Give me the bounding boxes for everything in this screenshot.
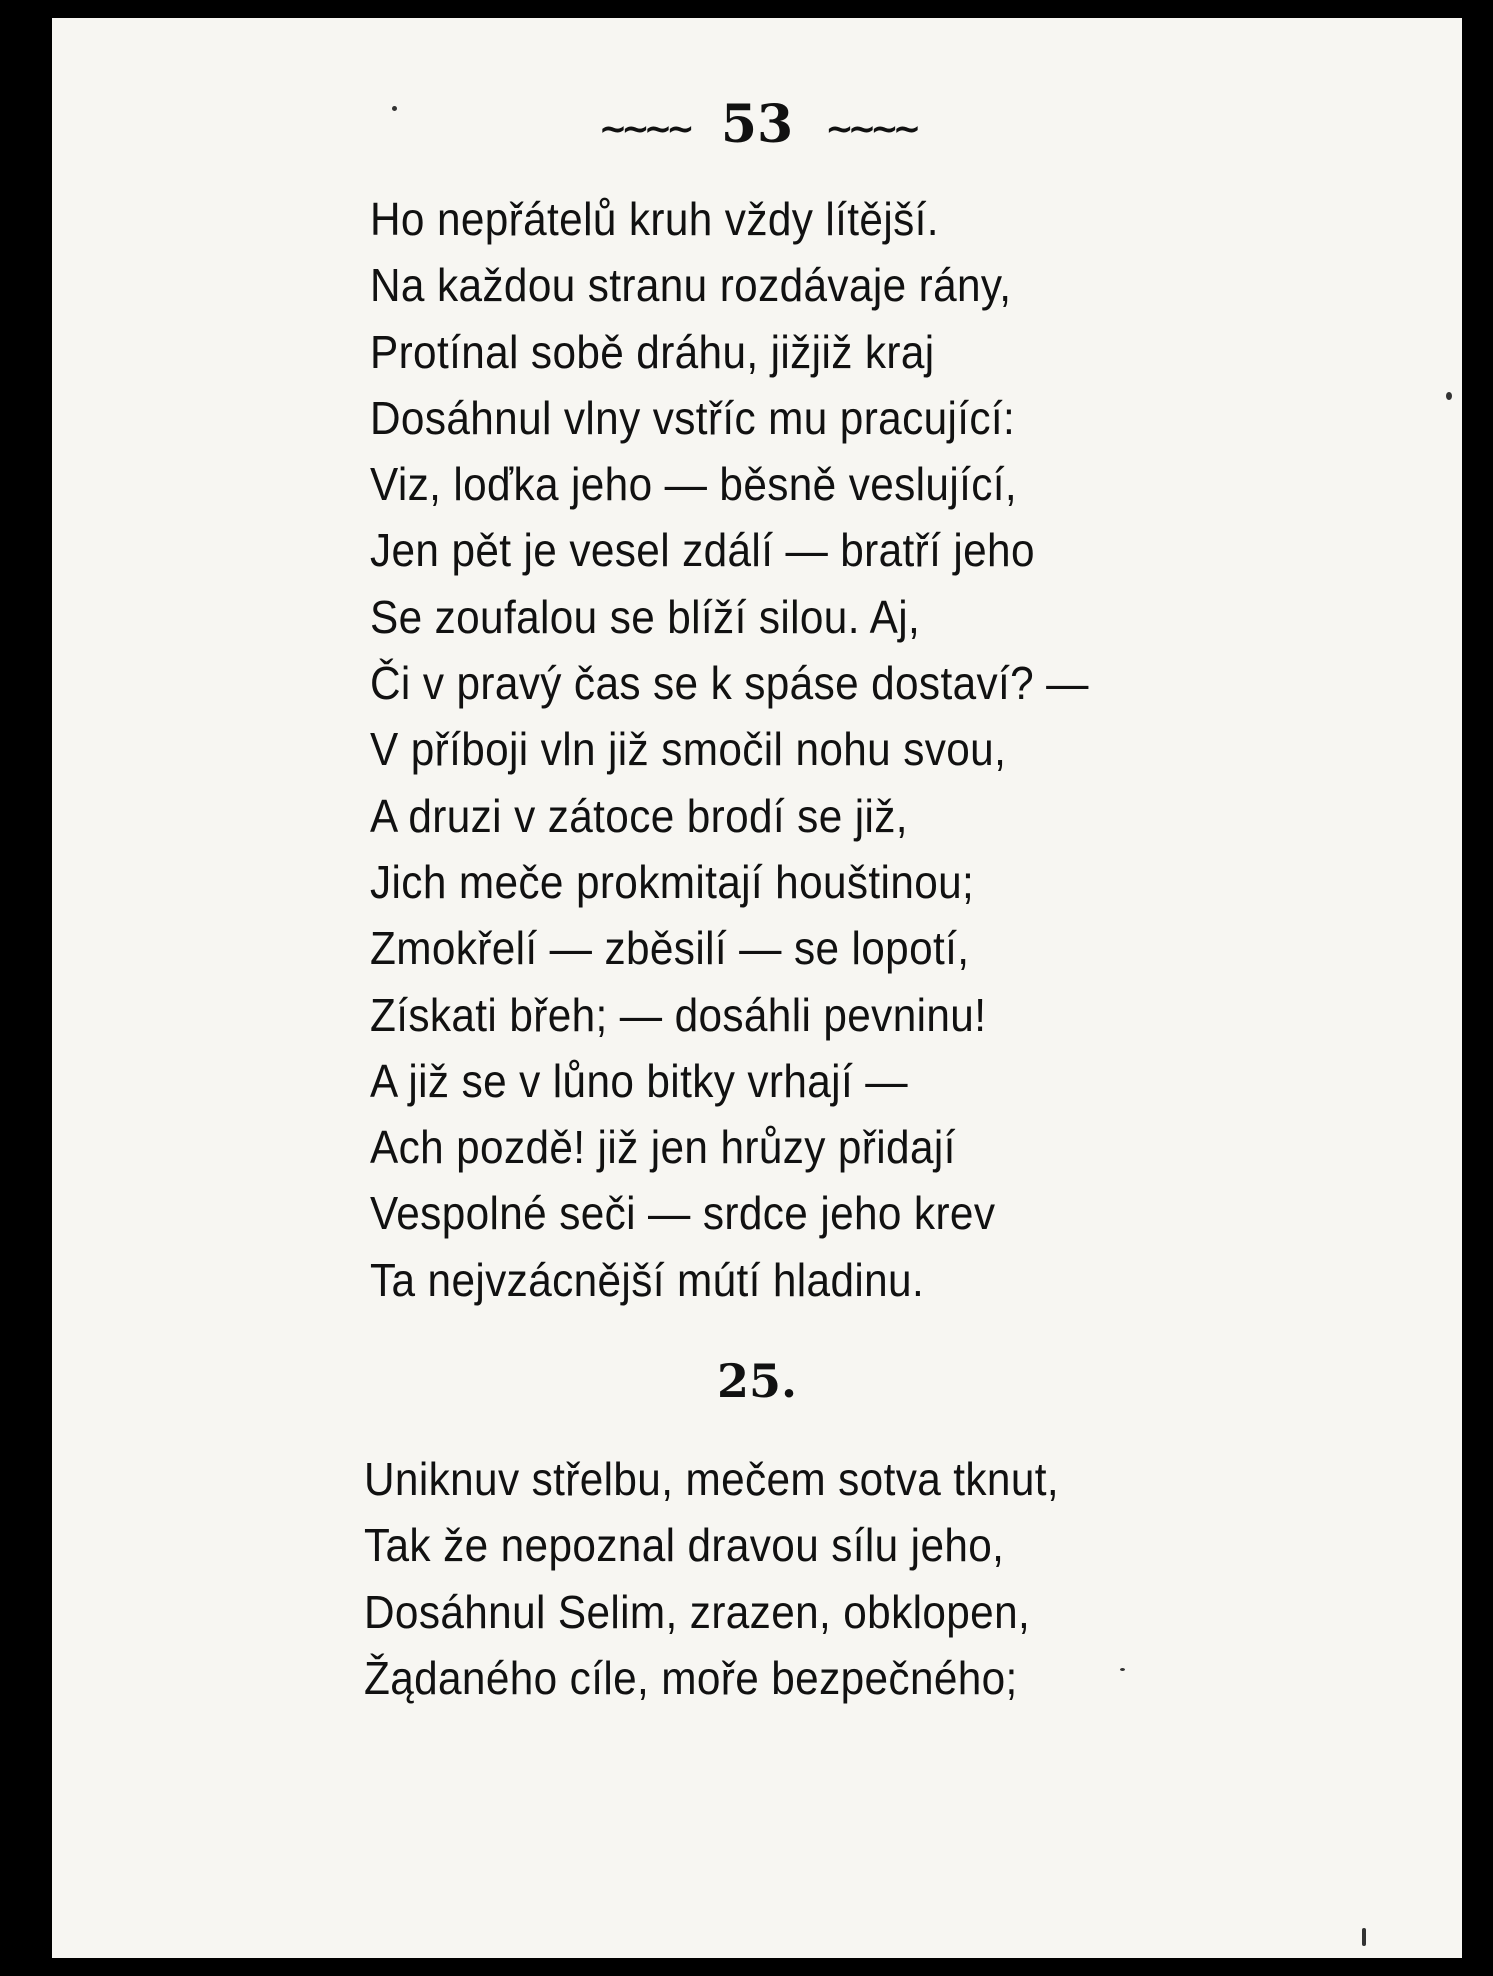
verse-line: Uniknuv střelbu, mečem sotva tknut,	[364, 1453, 1059, 1505]
verse-line: V příboji vln již smočil nohu svou,	[370, 723, 1007, 776]
verse-line: Ta nejvzácnější mútí hladinu.	[370, 1253, 925, 1306]
page-header	[52, 94, 1462, 155]
stanza-2	[364, 1446, 1119, 1711]
verse-line: A druzi v zátoce brodí se již,	[370, 789, 908, 842]
paper-speck	[1120, 1668, 1125, 1671]
stanza-1	[370, 186, 1151, 1313]
verse-line: Vespolné seči — srdce jeho krev	[370, 1187, 996, 1240]
verse-line: Ach pozdě! již jen hrůzy přidají	[370, 1121, 956, 1174]
verse-line: Jich meče prokmitají houštinou;	[370, 855, 975, 908]
verse-line: Žądaného cíle, moře bezpečného;	[364, 1651, 1018, 1704]
right-ornament: ~~~~	[825, 108, 916, 149]
verse-line: Ho nepřátelů kruh vždy lítější.	[370, 193, 939, 245]
verse-line: Protínal sobě dráhu, jižjiž kraj	[370, 325, 935, 378]
verse-line: Jen pět je vesel zdálí — bratří jeho	[370, 524, 1035, 577]
verse-line: Viz, loďka jeho — běsně veslující,	[370, 458, 1018, 511]
verse-line: Získati břeh; — dosáhli pevninu!	[370, 988, 987, 1041]
verse-line: Dosáhnul vlny vstříc mu pracující:	[370, 391, 1016, 444]
book-page	[52, 18, 1462, 1958]
paper-speck	[1362, 1928, 1366, 1946]
paper-speck	[1446, 392, 1452, 400]
verse-line: Či v pravý čas se k spáse dostaví? —	[370, 657, 1089, 710]
verse-line: Dosáhnul Selim, zrazen, obklopen,	[364, 1585, 1031, 1638]
left-ornament: ~~~~	[598, 108, 689, 149]
verse-line: Tak že nepoznal dravou sílu jeho,	[364, 1519, 1005, 1572]
verse-line: A již se v lůno bitky vrhají —	[370, 1054, 908, 1107]
paper-speck	[392, 106, 397, 111]
verse-line: Na každou stranu rozdávaje rány,	[370, 259, 1012, 312]
verse-line: Se zoufalou se blíží silou. Aj,	[370, 590, 921, 643]
verse-line: Zmokřelí — zběsilí — se lopotí,	[370, 922, 970, 975]
page-number: 53	[720, 94, 794, 155]
section-number: 25.	[716, 1354, 798, 1408]
